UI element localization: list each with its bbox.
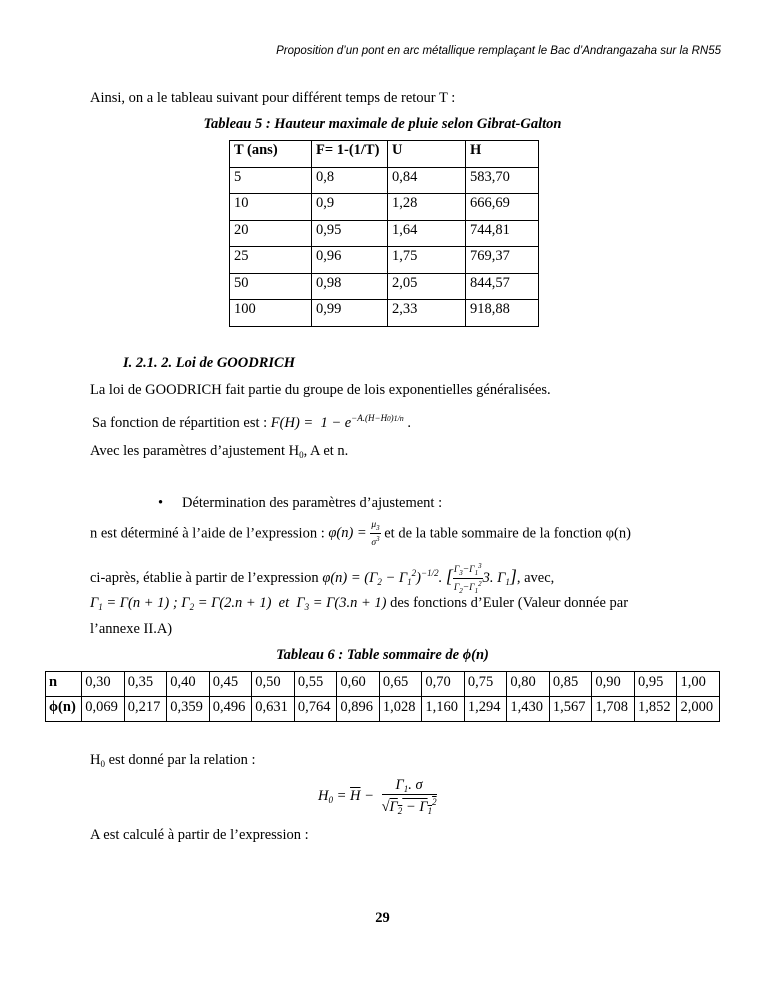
table6-cell: 0,631 bbox=[252, 697, 295, 722]
table5-header-cell: F= 1-(1/T) bbox=[312, 141, 388, 168]
table6-cell: 0,30 bbox=[82, 672, 125, 697]
table6-row-phi bbox=[46, 697, 720, 722]
para8-prefix: H bbox=[90, 752, 101, 768]
para4-suffix: et de la table sommaire de la fonction φ(n) bbox=[384, 525, 631, 542]
phi-expression-formula: $\varphi(n) = (\Gamma_2 - \Gamma_1^2)^{-1/2}$. [ $\frac{\Gamma_3-\Gamma_1^3}{\Gamma_2-\Gamma_1^2}$ 3. $\Gamma_1$] bbox=[322, 562, 517, 596]
table6-cell: 0,764 bbox=[294, 697, 337, 722]
table6-cell: 0,90 bbox=[592, 672, 635, 697]
table6-row-n bbox=[46, 672, 720, 697]
section-title: I. 2.1. 2. Loi de GOODRICH bbox=[123, 355, 295, 371]
table6-cell: 0,75 bbox=[464, 672, 507, 697]
table5-cell: 0,96 bbox=[312, 247, 388, 274]
table5-row bbox=[230, 167, 539, 194]
para3-prefix: Avec les paramètres d’ajustement H bbox=[90, 443, 300, 459]
para3-suffix: , A et n. bbox=[303, 443, 349, 459]
table5-cell: 100 bbox=[230, 300, 312, 327]
para-phi-expression bbox=[90, 561, 554, 596]
para4-prefix: n est déterminé à l’aide de l’expression : bbox=[90, 525, 325, 542]
para-n-determination bbox=[90, 520, 631, 548]
table5-cell: 769,37 bbox=[466, 247, 539, 274]
table5-cell: 0,8 bbox=[312, 167, 388, 194]
table5-row bbox=[230, 300, 539, 327]
table6-row-label: n bbox=[46, 672, 82, 697]
bullet-icon: • bbox=[158, 495, 164, 511]
table6-cell: 0,85 bbox=[549, 672, 592, 697]
table5-cell: 2,33 bbox=[388, 300, 466, 327]
table5-cell: 1,64 bbox=[388, 220, 466, 247]
table6-cell: 0,359 bbox=[167, 697, 210, 722]
table5-cell: 50 bbox=[230, 273, 312, 300]
h0-formula: $H_0 = \overline{H}$ − $\frac{\Gamma_1. \sigma}{√\Gamma_2 - \Gamma_1^2}$ bbox=[318, 777, 437, 816]
para-goodrich-intro: La loi de GOODRICH fait partie du groupe de lois exponentielles généralisées. bbox=[90, 382, 551, 398]
table5-row bbox=[230, 220, 539, 247]
table5-cell: 744,81 bbox=[466, 220, 539, 247]
table5-header-cell: U bbox=[388, 141, 466, 168]
table5-caption: Tableau 5 : Hauteur maximale de pluie selon Gibrat-Galton bbox=[203, 116, 562, 132]
table5-cell: 20 bbox=[230, 220, 312, 247]
table6-cell: 0,45 bbox=[209, 672, 252, 697]
table5-cell: 0,84 bbox=[388, 167, 466, 194]
table5-cell: 0,95 bbox=[312, 220, 388, 247]
para5-prefix: ci-après, établie à partir de l’expression bbox=[90, 569, 319, 586]
bullet-text: Détermination des paramètres d’ajustement : bbox=[182, 495, 443, 511]
table5-cell: 0,98 bbox=[312, 273, 388, 300]
table6-cell: 0,60 bbox=[337, 672, 380, 697]
table5-cell: 0,99 bbox=[312, 300, 388, 327]
table6-cell: 1,160 bbox=[422, 697, 465, 722]
para-a-expression: A est calculé à partir de l’expression : bbox=[90, 827, 309, 843]
table6-cell: 1,00 bbox=[677, 672, 720, 697]
table5-cell: 844,57 bbox=[466, 273, 539, 300]
para8-suffix: est donné par la relation : bbox=[104, 752, 256, 768]
table5-cell: 0,9 bbox=[312, 194, 388, 221]
table5-cell: 666,69 bbox=[466, 194, 539, 221]
para2-prefix: Sa fonction de répartition est : bbox=[92, 415, 268, 431]
para-annex-ref: l’annexe II.A) bbox=[90, 621, 173, 637]
table6-caption: Tableau 6 : Table sommaire de ϕ(n) bbox=[276, 647, 489, 663]
table6-cell: 0,069 bbox=[82, 697, 125, 722]
table6-cell: 2,000 bbox=[677, 697, 720, 722]
table5-cell: 10 bbox=[230, 194, 312, 221]
phi-formula: φ(n) = $\frac{\mu_3}{\sigma^3}$ bbox=[328, 520, 380, 549]
table6-cell: 0,35 bbox=[124, 672, 167, 697]
running-header: Proposition d’un pont en arc métallique remplaçant le Bac d’Andrangazaha sur la RN55 bbox=[276, 45, 721, 57]
para-distribution-function: Sa fonction de répartition est : $F(H) = 1 - e^{-A.(H-H0)1/n}$ . bbox=[92, 413, 412, 431]
table5-cell: 1,75 bbox=[388, 247, 466, 274]
table5-row bbox=[230, 194, 539, 221]
intro-text: Ainsi, on a le tableau suivant pour différent temps de retour T : bbox=[90, 90, 456, 106]
table6-cell: 0,55 bbox=[294, 672, 337, 697]
table6-cell: 1,567 bbox=[549, 697, 592, 722]
table5-cell: 2,05 bbox=[388, 273, 466, 300]
table6-cell: 0,80 bbox=[507, 672, 550, 697]
table6-cell: 0,40 bbox=[167, 672, 210, 697]
table5-cell: 583,70 bbox=[466, 167, 539, 194]
table6-cell: 0,217 bbox=[124, 697, 167, 722]
table6-cell: 0,70 bbox=[422, 672, 465, 697]
table6-cell: 0,65 bbox=[379, 672, 422, 697]
table5-row bbox=[230, 273, 539, 300]
page-number: 29 bbox=[375, 910, 390, 926]
para6-suffix: des fonctions d’Euler (Valeur donnée par bbox=[390, 595, 629, 611]
table6 bbox=[45, 671, 720, 722]
table6-cell: 1,852 bbox=[634, 697, 677, 722]
table6-cell: 0,95 bbox=[634, 672, 677, 697]
para-parameters: Avec les paramètres d’ajustement $H_0$, A et n. bbox=[90, 443, 349, 460]
distribution-formula: $F(H) = 1 - e^{-A.(H-H0)1/n}$ bbox=[270, 413, 404, 431]
table5-cell: 25 bbox=[230, 247, 312, 274]
table6-cell: 1,708 bbox=[592, 697, 635, 722]
table6-cell: 1,430 bbox=[507, 697, 550, 722]
table5 bbox=[229, 140, 539, 327]
table6-cell: 0,496 bbox=[209, 697, 252, 722]
table5-cell: 918,88 bbox=[466, 300, 539, 327]
table6-cell: 0,896 bbox=[337, 697, 380, 722]
table6-cell: 1,028 bbox=[379, 697, 422, 722]
table6-row-label: ϕ(n) bbox=[46, 697, 82, 722]
table5-header-cell: H bbox=[466, 141, 539, 168]
table6-cell: 1,294 bbox=[464, 697, 507, 722]
table5-cell: 1,28 bbox=[388, 194, 466, 221]
table5-cell: 5 bbox=[230, 167, 312, 194]
table6-cell: 0,50 bbox=[252, 672, 295, 697]
para-h0: $H_0$ est donné par la relation : bbox=[90, 752, 256, 769]
para5-suffix: , avec, bbox=[516, 569, 555, 586]
table5-row bbox=[230, 247, 539, 274]
table5-header-cell: T (ans) bbox=[230, 141, 312, 168]
para-gamma-definitions bbox=[90, 595, 628, 612]
table5-header-row bbox=[230, 141, 539, 168]
gamma-formulas: $\Gamma_1 = \Gamma(n + 1)$ ; $\Gamma_2 = \Gamma(2.n + 1)$ et $\Gamma_3 = \Gamma(3.n + 1)$ bbox=[90, 595, 387, 612]
